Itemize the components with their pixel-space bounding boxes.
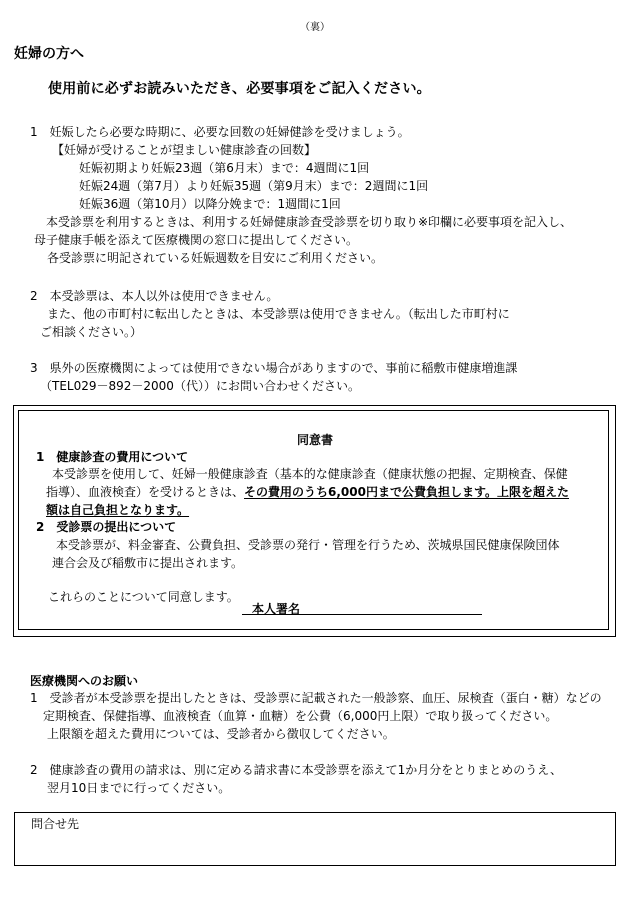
page-title: 妊婦の方へ — [14, 46, 84, 62]
public-subsidy-notice: その費用のうち6,000円まで公費負担します。上限を超えた — [244, 485, 570, 499]
section1-paragraph: 各受診票に明記されている妊娠週数を目安にご利用ください。 — [47, 251, 384, 265]
consent-item2-title: 2 受診票の提出について — [36, 520, 177, 534]
contact-label: 問合せ先 — [31, 817, 80, 831]
section2-item: 2 本受診票は、本人以外は使用できません。 — [30, 289, 279, 303]
page-label: （裏） — [300, 22, 330, 33]
section3-text: （TEL029－892－2000（代））にお問い合わせください。 — [40, 379, 360, 393]
section1-paragraph: 本受診票を利用するときは、利用する妊婦健康診査受診票を切り取り※印欄に必要事項を記入し、 — [46, 215, 573, 229]
consent-item1-text — [46, 484, 569, 501]
consent-agree: これらのことについて同意します。 — [48, 590, 239, 604]
consent-item1-text: 本受診票を使用して、妊婦一般健康診査（基本的な健康診査（健康状態の把握、定期検査、保健 — [52, 467, 568, 481]
section3-text: 3 県外の医療機関によっては使用できない場合がありますので、事前に稲敷市健康増進課 — [30, 361, 518, 375]
consent-title: 同意書 — [296, 433, 333, 447]
schedule-line: 妊娠36週（第10月）以降分娩まで：1週間に1回 — [79, 197, 341, 211]
schedule-line: 妊娠初期より妊娠23週（第6月末）まで：4週間に1回 — [79, 161, 370, 175]
section2-text: また、他の市町村に転出したときは、本受診票は使用できません。（転出した市町村に — [47, 307, 510, 321]
section1-paragraph: 母子健康手帳を添えて医療機関の窓口に提出してください。 — [34, 233, 359, 247]
signature-line[interactable] — [242, 614, 482, 615]
self-pay-notice: 額は自己負担となります。 — [46, 503, 190, 517]
signature-label: 本人署名 — [252, 602, 301, 616]
section1-item: 1 妊娠したら必要な時期に、必要な回数の妊婦健診を受けましょう。 — [30, 125, 410, 139]
medical-heading: 医療機関へのお願い — [30, 674, 139, 688]
schedule-title: 【妊婦が受けることが望ましい健康診査の回数】 — [52, 143, 317, 157]
consent-item1-title: 1 健康診査の費用について — [36, 450, 189, 464]
medical-item1: 定期検査、保健指導、血液検査（血算・血糖）を公費（6,000円上限）で取り扱ってください。 — [43, 709, 558, 723]
medical-item1: 上限額を超えた費用については、受診者から徴収してください。 — [47, 727, 395, 741]
consent-item2-text: 本受診票が、料金審査、公費負担、受診票の発行・管理を行うため、茨城県国民健康保険団体 — [56, 538, 560, 552]
instruction-subheading: 使用前に必ずお読みいただき、必要事項をご記入ください。 — [48, 81, 431, 97]
section2-text: ご相談ください。） — [40, 325, 143, 339]
consent-item2-text: 連合会及び稲敷市に提出されます。 — [52, 556, 244, 570]
consent-item1-text-plain: 指導）、血液検査）を受けるときは、 — [46, 485, 245, 499]
medical-item1: 1 受診者が本受診票を提出したときは、受診票に記載された一般診察、血圧、尿検査（蛋白・糖）などの — [30, 691, 602, 705]
medical-item2: 2 健康診査の費用の請求は、別に定める請求書に本受診票を添えて1か月分をとりまとめのうえ、 — [30, 763, 562, 777]
schedule-line: 妊娠24週（第7月）より妊娠35週（第9月末）まで：2週間に1回 — [79, 179, 429, 193]
medical-item2: 翌月10日までに行ってください。 — [47, 781, 231, 795]
contact-box — [14, 812, 616, 866]
